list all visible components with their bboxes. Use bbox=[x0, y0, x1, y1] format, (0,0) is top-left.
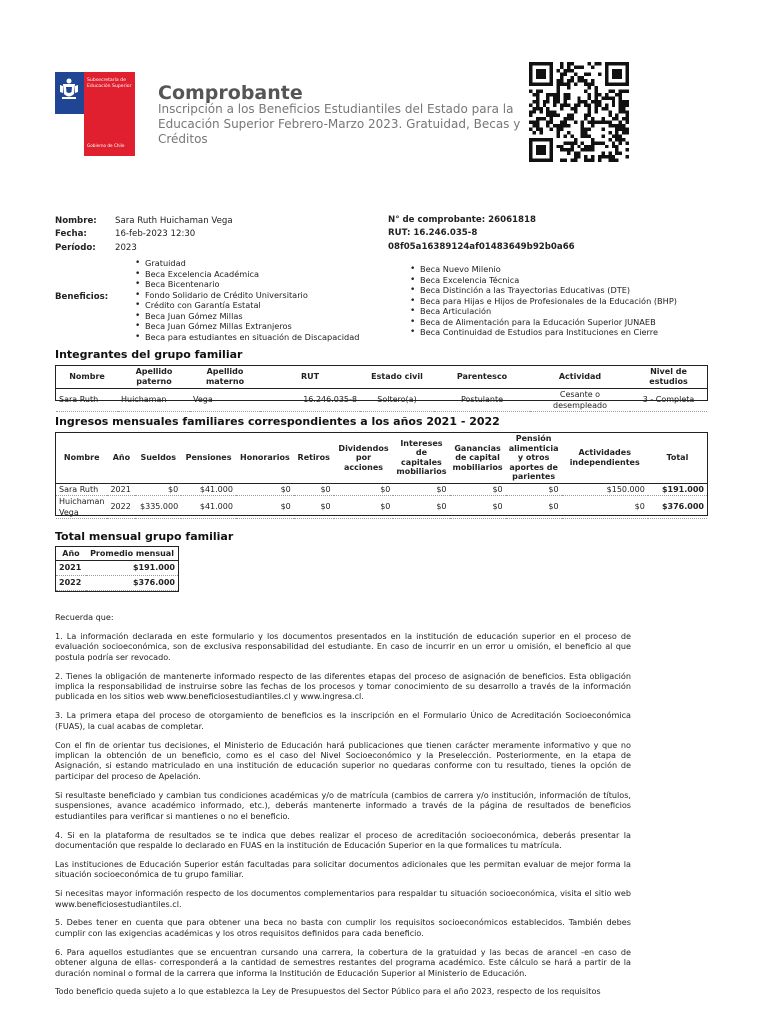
table-row bbox=[56, 495, 707, 518]
ingresos-cell: Sara Ruth bbox=[56, 483, 107, 495]
comprobante-number: N° de comprobante: 26061818 bbox=[388, 215, 536, 225]
grupo-cell: Soltero(a) bbox=[360, 388, 434, 411]
total-header: Año bbox=[56, 547, 86, 560]
total-cell: 2021 bbox=[56, 560, 86, 575]
qr-code-icon bbox=[529, 62, 629, 162]
beneficios-list-right bbox=[408, 264, 677, 338]
gobierno-logo bbox=[55, 72, 135, 156]
page-title: Comprobante bbox=[158, 82, 303, 104]
ingresos-cell: $0 bbox=[393, 483, 449, 495]
logo-text: Subsecretaría de Educación Superior bbox=[87, 78, 132, 89]
ingresos-cell: $0 bbox=[450, 483, 506, 495]
student-info bbox=[55, 215, 375, 255]
grupo-header: Nivel de estudios bbox=[630, 366, 707, 388]
note-paragraph: 2. Tienes la obligación de mantenerte informado respecto de las diferentes etapas del proceso de asignación de beneficios. Esta obligación implica la responsabilidad de instruirse sobre las fechas de los procesos y tomar conocimiento de su desarrollo a través de la información publicada en los sitios web www.beneficiosestudiantiles.cl y www.ingresa.cl. bbox=[55, 670, 631, 702]
ingresos-header: Ganancias de capital mobiliarios bbox=[450, 433, 506, 483]
beneficios-label: Beneficios: bbox=[55, 292, 109, 302]
beneficio-item: • Beca Articulación bbox=[408, 306, 677, 317]
fecha-value: 16-feb-2023 12:30 bbox=[115, 229, 196, 239]
ingresos-cell: 2021 bbox=[107, 483, 135, 495]
ingresos-header: Sueldos bbox=[135, 433, 181, 483]
note-paragraph: Las instituciones de Educación Superior están facultadas para solicitar documentos adicionales que les permitan evaluar de mejor forma la situación socioeconómica de tu grupo familiar. bbox=[55, 858, 631, 880]
note-paragraph: 1. La información declarada en este formulario y los documentos presentados en la institución de educación superior en el proceso de evaluación socioeconómica, son de exclusiva responsabilidad del estudiante. En caso de incurrir en un error u omisión, el beneficio al que postula podría ser revocado. bbox=[55, 630, 631, 662]
ingresos-cell: $0 bbox=[393, 495, 449, 518]
ingresos-cell: $0 bbox=[334, 483, 394, 495]
ingresos-cell: $0 bbox=[450, 495, 506, 518]
ingresos-cell: $41.000 bbox=[181, 483, 236, 495]
grupo-cell: Sara Ruth bbox=[56, 388, 118, 411]
beneficio-item: • Beca Juan Gómez Millas Extranjeros bbox=[133, 321, 359, 332]
beneficio-item: • Crédito con Garantía Estatal bbox=[133, 300, 359, 311]
grupo-header: Actividad bbox=[530, 366, 630, 388]
beneficio-item: • Gratuidad bbox=[133, 258, 359, 269]
ingresos-title: Ingresos mensuales familiares correspondientes a los años 2021 - 2022 bbox=[55, 415, 500, 428]
note-paragraph: 4. Si en la plataforma de resultados se te indica que debes realizar el proceso de acreditación socioeconómica, deberás presentar la documentación que respalde lo declarado en FUAS en la institución de Educación Superior en la que formalices tu matrícula. bbox=[55, 829, 631, 850]
hash-value: 08f05a16389124af01483649b92b0a66 bbox=[388, 242, 575, 252]
total-cell: $191.000 bbox=[86, 560, 178, 575]
ingresos-cell: $0 bbox=[236, 483, 294, 495]
grupo-header: Apellido paterno bbox=[118, 366, 190, 388]
nombre-label: Nombre: bbox=[55, 216, 97, 226]
table-row bbox=[56, 560, 178, 575]
ingresos-cell: $0 bbox=[236, 495, 294, 518]
note-paragraph: Si necesitas mayor información respecto de los documentos complementarios para respaldar tu situación socioeconómica, visita el sitio web www.beneficiosestudiantiles.cl. bbox=[55, 888, 631, 909]
nombre-value: Sara Ruth Huichaman Vega bbox=[115, 216, 233, 226]
ingresos-cell: $335.000 bbox=[135, 495, 181, 518]
beneficio-item: • Beca Excelencia Académica bbox=[133, 269, 359, 280]
ingresos-cell: 2022 bbox=[107, 495, 135, 518]
ingresos-cell: $0 bbox=[506, 495, 562, 518]
ingresos-cell: $376.000 bbox=[648, 495, 707, 518]
periodo-label: Período: bbox=[55, 243, 96, 253]
ingresos-table bbox=[56, 433, 707, 519]
ingresos-header: Honorarios bbox=[236, 433, 294, 483]
periodo-value: 2023 bbox=[115, 243, 137, 253]
beneficio-item: • Beca de Alimentación para la Educación Superior JUNAEB bbox=[408, 317, 677, 328]
grupo-table bbox=[56, 366, 707, 412]
ingresos-cell: $0 bbox=[334, 495, 394, 518]
table-row bbox=[56, 483, 707, 495]
ingresos-cell: $0 bbox=[506, 483, 562, 495]
notes-section bbox=[55, 612, 631, 1005]
logo-red-band bbox=[84, 72, 135, 156]
grupo-header: Nombre bbox=[56, 366, 118, 388]
table-row bbox=[56, 575, 178, 590]
ingresos-header: Actividades independientes bbox=[562, 433, 648, 483]
note-paragraph: Recuerda que: bbox=[55, 612, 114, 622]
grupo-cell: Postulante bbox=[434, 388, 530, 411]
ingresos-cell: $41.000 bbox=[181, 495, 236, 518]
logo-blue-band bbox=[55, 72, 84, 156]
total-cell: $376.000 bbox=[86, 575, 178, 590]
ingresos-cell: $0 bbox=[562, 495, 648, 518]
total-title: Total mensual grupo familiar bbox=[55, 530, 234, 543]
ingresos-header: Retiros bbox=[294, 433, 334, 483]
grupo-cell: Cesante o desempleado bbox=[530, 388, 630, 411]
grupo-cell: 3 - Completa bbox=[630, 388, 707, 411]
grupo-header: Apellido materno bbox=[190, 366, 260, 388]
page-subtitle: Inscripción a los Beneficios Estudiantiles del Estado para la Educación Superior Febrero-Marzo 2023. Gratuidad, Becas y Créditos bbox=[158, 102, 521, 146]
ingresos-cell: $0 bbox=[294, 495, 334, 518]
note-paragraph: Todo beneficio queda sujeto a lo que establezca la Ley de Presupuestos del Sector Público para el año 2023, respecto de los requisitos bbox=[55, 986, 601, 997]
grupo-cell: 16.246.035-8 bbox=[260, 388, 360, 411]
grupo-header: RUT bbox=[260, 366, 360, 388]
beneficio-item: • Beca Nuevo Milenio bbox=[408, 264, 677, 275]
total-table bbox=[56, 547, 178, 591]
note-paragraph: 3. La primera etapa del proceso de otorgamiento de beneficios es la inscripción en el Formulario Único de Acreditación Socioeconómica (FUAS), la cual acabas de completar. bbox=[55, 710, 631, 731]
grupo-header: Parentesco bbox=[434, 366, 530, 388]
ingresos-header: Intereses de capitales mobiliarios bbox=[393, 433, 449, 483]
beneficio-item: • Beca para estudiantes en situación de Discapacidad bbox=[133, 332, 359, 343]
logo-footer: Gobierno de Chile bbox=[87, 143, 125, 149]
beneficios-list-left bbox=[133, 258, 359, 342]
beneficio-item: • Beca Distinción a las Trayectorias Educativas (DTE) bbox=[408, 285, 677, 296]
rut-value: RUT: 16.246.035-8 bbox=[388, 228, 478, 238]
beneficio-item: • Beca Excelencia Técnica bbox=[408, 275, 677, 286]
beneficio-item: • Beca para Hijas e Hijos de Profesionales de la Educación (BHP) bbox=[408, 296, 677, 307]
coat-of-arms-icon bbox=[57, 76, 81, 102]
total-header: Promedio mensual bbox=[86, 547, 178, 560]
ingresos-header: Pensión alimenticia y otros aportes de parientes bbox=[506, 433, 562, 483]
ingresos-cell: $191.000 bbox=[648, 483, 707, 495]
ingresos-header: Total bbox=[648, 433, 707, 483]
total-cell: 2022 bbox=[56, 575, 86, 590]
grupo-cell: Huichaman bbox=[118, 388, 190, 411]
ingresos-header: Pensiones bbox=[181, 433, 236, 483]
note-paragraph: 5. Debes tener en cuenta que para obtener una beca no basta con cumplir los requisitos socioeconómicos establecidos. También debes cumplir con las exigencias académicas y los otros requisitos definidos para cada beneficio. bbox=[55, 917, 631, 938]
ingresos-cell: Huichaman Vega bbox=[56, 495, 107, 518]
ingresos-header: Año bbox=[107, 433, 135, 483]
ingresos-header: Nombre bbox=[56, 433, 107, 483]
fecha-label: Fecha: bbox=[55, 229, 87, 239]
note-paragraph: Si resultaste beneficiado y cambian tus condiciones académicas y/o de matrícula (cambios de carrera y/o institución, información de títulos, suspensiones, avance académico informado, etc.), deberás mantenerte informado a través de la página de resultados de beneficios estudiantiles para verificar si mantienes o no el beneficio. bbox=[55, 789, 631, 821]
beneficio-item: • Beca Juan Gómez Millas bbox=[133, 311, 359, 322]
grupo-header: Estado civil bbox=[360, 366, 434, 388]
ingresos-cell: $0 bbox=[135, 483, 181, 495]
note-paragraph: Con el fin de orientar tus decisiones, el Ministerio de Educación hará publicaciones que tienen carácter meramente informativo y que no implican la obtención de un beneficio, como es el caso del Nivel Socioeconómico y la Preselección. Posteriormente, en la etapa de Asignación, si estando matriculado en una institución de educación superior no quedaras conforme con tu resultado, tienes la opción de participar del proceso de Apelación. bbox=[55, 739, 631, 781]
note-paragraph: 6. Para aquellos estudiantes que se encuentran cursando una carrera, la cobertura de la gratuidad y las becas de arancel -en caso de obtener alguna de ellas- corresponderá a la cantidad de semestres restantes del programa académico. Este cálculo se hará a partir de la duración nominal o formal de la carrera que informa la Institución de Educación Superior al Ministerio de Educación. bbox=[55, 946, 631, 978]
grupo-title: Integrantes del grupo familiar bbox=[55, 348, 243, 361]
ingresos-cell: $0 bbox=[294, 483, 334, 495]
grupo-cell: Vega bbox=[190, 388, 260, 411]
ingresos-cell: $150.000 bbox=[562, 483, 648, 495]
ingresos-header: Dividendos por acciones bbox=[334, 433, 394, 483]
beneficio-item: • Fondo Solidario de Crédito Universitario bbox=[133, 290, 359, 301]
beneficio-item: • Beca Bicentenario bbox=[133, 279, 359, 290]
beneficio-item: • Beca Continuidad de Estudios para Instituciones en Cierre bbox=[408, 327, 677, 338]
